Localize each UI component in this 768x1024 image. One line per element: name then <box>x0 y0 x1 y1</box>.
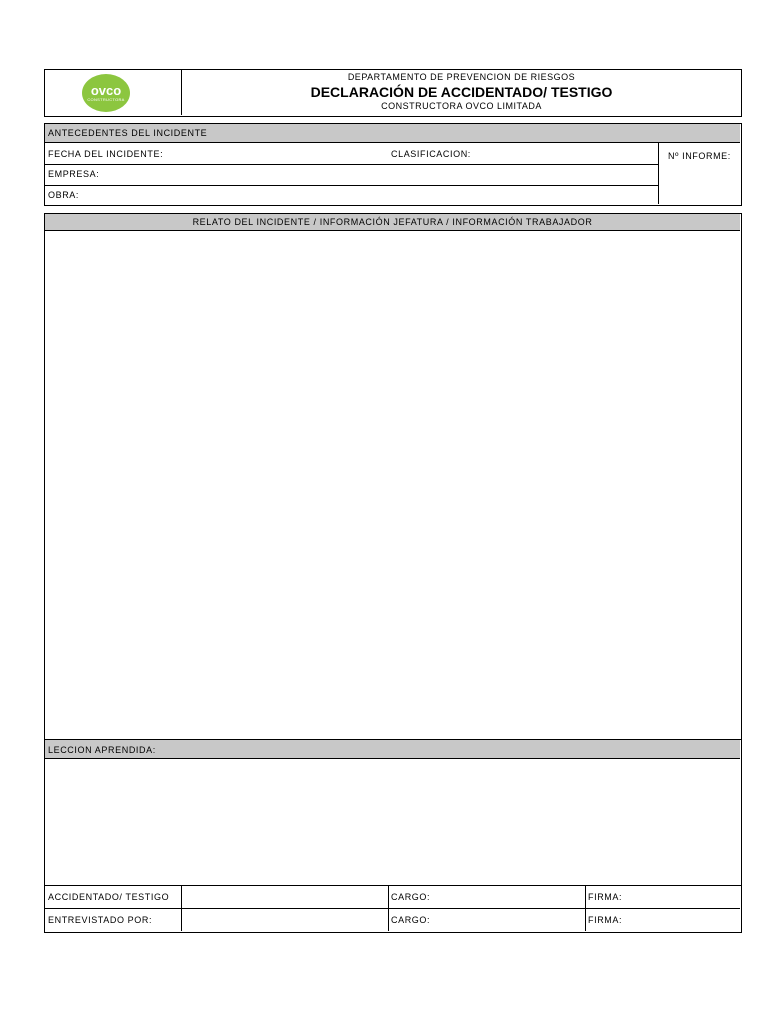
informe-label: Nº INFORME: <box>668 151 731 161</box>
relato-heading: RELATO DEL INCIDENTE / INFORMACIÓN JEFATURA / INFORMACIÓN TRABAJADOR <box>192 217 593 227</box>
empresa-label: EMPRESA: <box>48 169 100 179</box>
fecha-incidente-label: FECHA DEL INCIDENTE: <box>48 149 164 159</box>
firma-label-row2: FIRMA: <box>588 915 623 925</box>
firma-label-row1: FIRMA: <box>588 892 623 902</box>
antecedentes-header-line <box>45 142 740 143</box>
cargo-label-row2: CARGO: <box>391 915 431 925</box>
obra-label: OBRA: <box>48 190 80 200</box>
company-name: CONSTRUCTORA OVCO LIMITADA <box>381 101 542 111</box>
empresa-line <box>45 185 658 186</box>
entrevistado-label: ENTREVISTADO POR: <box>48 915 153 925</box>
fecha-line <box>45 164 658 165</box>
header-text-block <box>182 70 741 116</box>
leccion-section <box>44 739 742 886</box>
logo-subtext: CONSTRUCTORA <box>87 96 125 102</box>
firmas-col-3 <box>585 886 586 931</box>
firmas-section <box>44 885 742 933</box>
entrevistado-name-field[interactable] <box>182 909 387 931</box>
company-logo <box>82 74 130 112</box>
leccion-text-area[interactable] <box>45 759 740 884</box>
form-header <box>44 69 742 117</box>
department-name: DEPARTAMENTO DE PREVENCION DE RIESGOS <box>347 72 576 82</box>
accidentado-name-field[interactable] <box>182 886 387 908</box>
relato-text-area[interactable] <box>45 231 740 738</box>
antecedentes-heading: ANTECEDENTES DEL INCIDENTE <box>48 128 208 138</box>
informe-divider <box>658 142 659 204</box>
clasificacion-label: CLASIFICACION: <box>391 149 471 159</box>
antecedentes-section <box>44 123 742 206</box>
cargo-label-row1: CARGO: <box>391 892 431 902</box>
firmas-col-2 <box>388 886 389 931</box>
leccion-heading: LECCION APRENDIDA: <box>48 745 156 755</box>
accidentado-label: ACCIDENTADO/ TESTIGO <box>48 892 170 902</box>
relato-section <box>44 213 742 740</box>
firmas-row-divider <box>45 908 740 909</box>
logo-text: ovco <box>90 82 122 98</box>
form-title: DECLARACIÓN DE ACCIDENTADO/ TESTIGO <box>310 84 613 100</box>
